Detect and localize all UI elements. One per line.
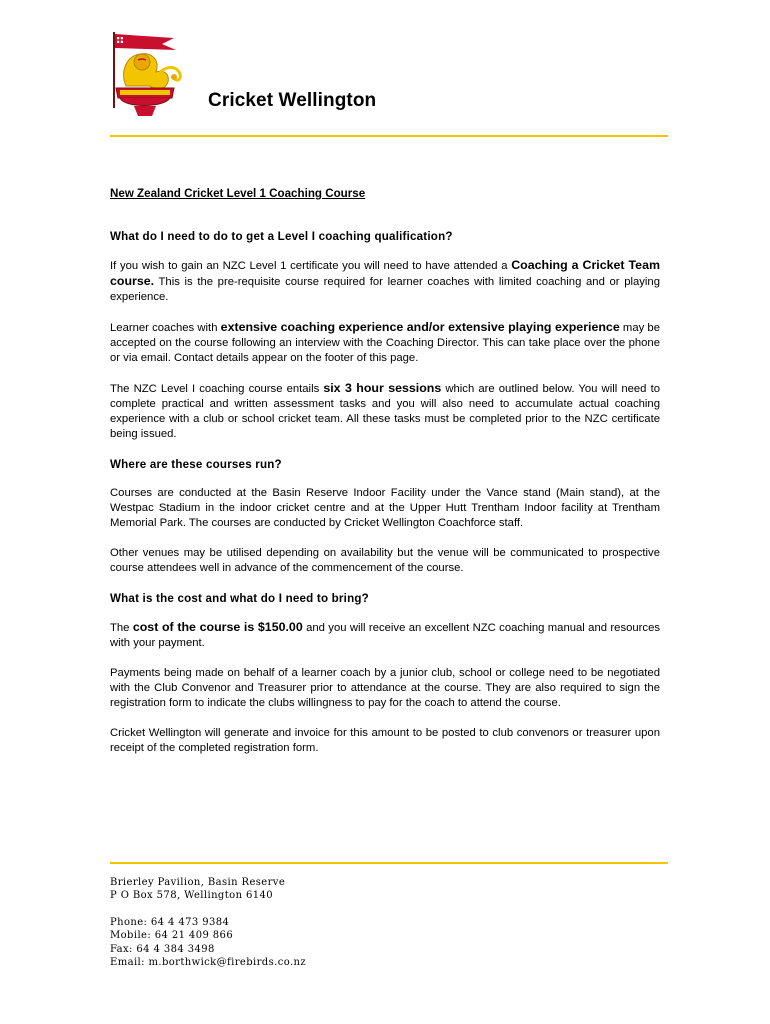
section-heading-cost: What is the cost and what do I need to bring? [110, 592, 369, 605]
section-heading-qualification: What do I need to do to get a Level I coaching qualification? [110, 230, 453, 243]
paragraph-course-sessions [110, 381, 660, 442]
footer-divider [110, 862, 668, 864]
section-heading-venues: Where are these courses run? [110, 458, 282, 471]
document-title: New Zealand Cricket Level 1 Coaching Course [110, 187, 366, 200]
document-body [110, 186, 660, 771]
paragraph-other-venues: Other venues may be utilised depending on availability but the venue will be communicated to prospective course attendees well in advance of the commencement of the course. [110, 547, 660, 574]
footer-fax: Fax: 64 4 384 3498 [110, 943, 215, 955]
paragraph-learner-coaches [110, 320, 660, 366]
footer-address-line2: P O Box 578, Wellington 6140 [110, 890, 274, 902]
paragraph-text: may be accepted on the course following an interview with the Coaching Director. This can take place over the phone or via email. Contact details appear on the footer of this page. [110, 322, 660, 364]
paragraph-venues: Courses are conducted at the Basin Reserve Indoor Facility under the Vance stand (Main stand), at the Westpac Stadium in the indoor cricket centre and at the Upper Hutt Trentham Indoor facility at Trentham Memorial Park. The courses are conducted by Cricket Wellington Coachforce staff. [110, 487, 660, 529]
paragraph-text: This is the pre-requisite course required for learner coaches with limited coaching and or playing experience. [110, 276, 660, 303]
footer-phone: Phone: 64 4 473 9384 [110, 916, 230, 928]
paragraph-certificate [110, 258, 660, 305]
paragraph-text: which are outlined below. You will need to complete practical and written assessment tasks and you will also need to accumulate actual coaching experience with a club or school cricket team. All these tasks must be completed prior to the NZC certificate being issued. [110, 383, 660, 440]
paragraph-text: The [110, 622, 133, 634]
paragraph-text: Learner coaches with [110, 322, 221, 334]
paragraph-text: and you will receive an excellent NZC coaching manual and resources with your payment. [110, 622, 660, 649]
footer-email[interactable]: Email: m.borthwick@firebirds.co.nz [110, 957, 307, 969]
footer-address-line1: Brierley Pavilion, Basin Reserve [110, 877, 286, 888]
footer-spacer [110, 903, 306, 916]
emphasis-text: cost of the course is $150.00 [132, 620, 303, 634]
paragraph-text: If you wish to gain an NZC Level 1 certificate you will need to have attended a [110, 260, 512, 272]
paragraph-invoice: Cricket Wellington will generate and invoice for this amount to be posted to club convenors or treasurer upon receipt of the completed registration form. [110, 727, 660, 754]
paragraph-payments: Payments being made on behalf of a learner coach by a junior club, school or college need to be negotiated with the Club Convenor and Treasurer prior to attendance at the course. They are also required to sign the registration form to indicate the clubs willingness to pay for the coach to attend the course. [110, 667, 660, 709]
paragraph-cost [110, 620, 660, 651]
header-divider [110, 135, 668, 137]
footer-contact [110, 876, 306, 969]
emphasis-text: six 3 hour sessions [323, 381, 442, 395]
emphasis-text: extensive coaching experience and/or extensive playing experience [220, 320, 620, 334]
organization-name: Cricket Wellington [208, 90, 377, 111]
emphasis-text: Coaching a Cricket Team course. [110, 258, 660, 288]
cricket-wellington-lion-crest-icon [104, 28, 190, 122]
paragraph-text: The NZC Level I coaching course entails [110, 383, 324, 395]
footer-mobile: Mobile: 64 21 409 866 [110, 930, 234, 942]
